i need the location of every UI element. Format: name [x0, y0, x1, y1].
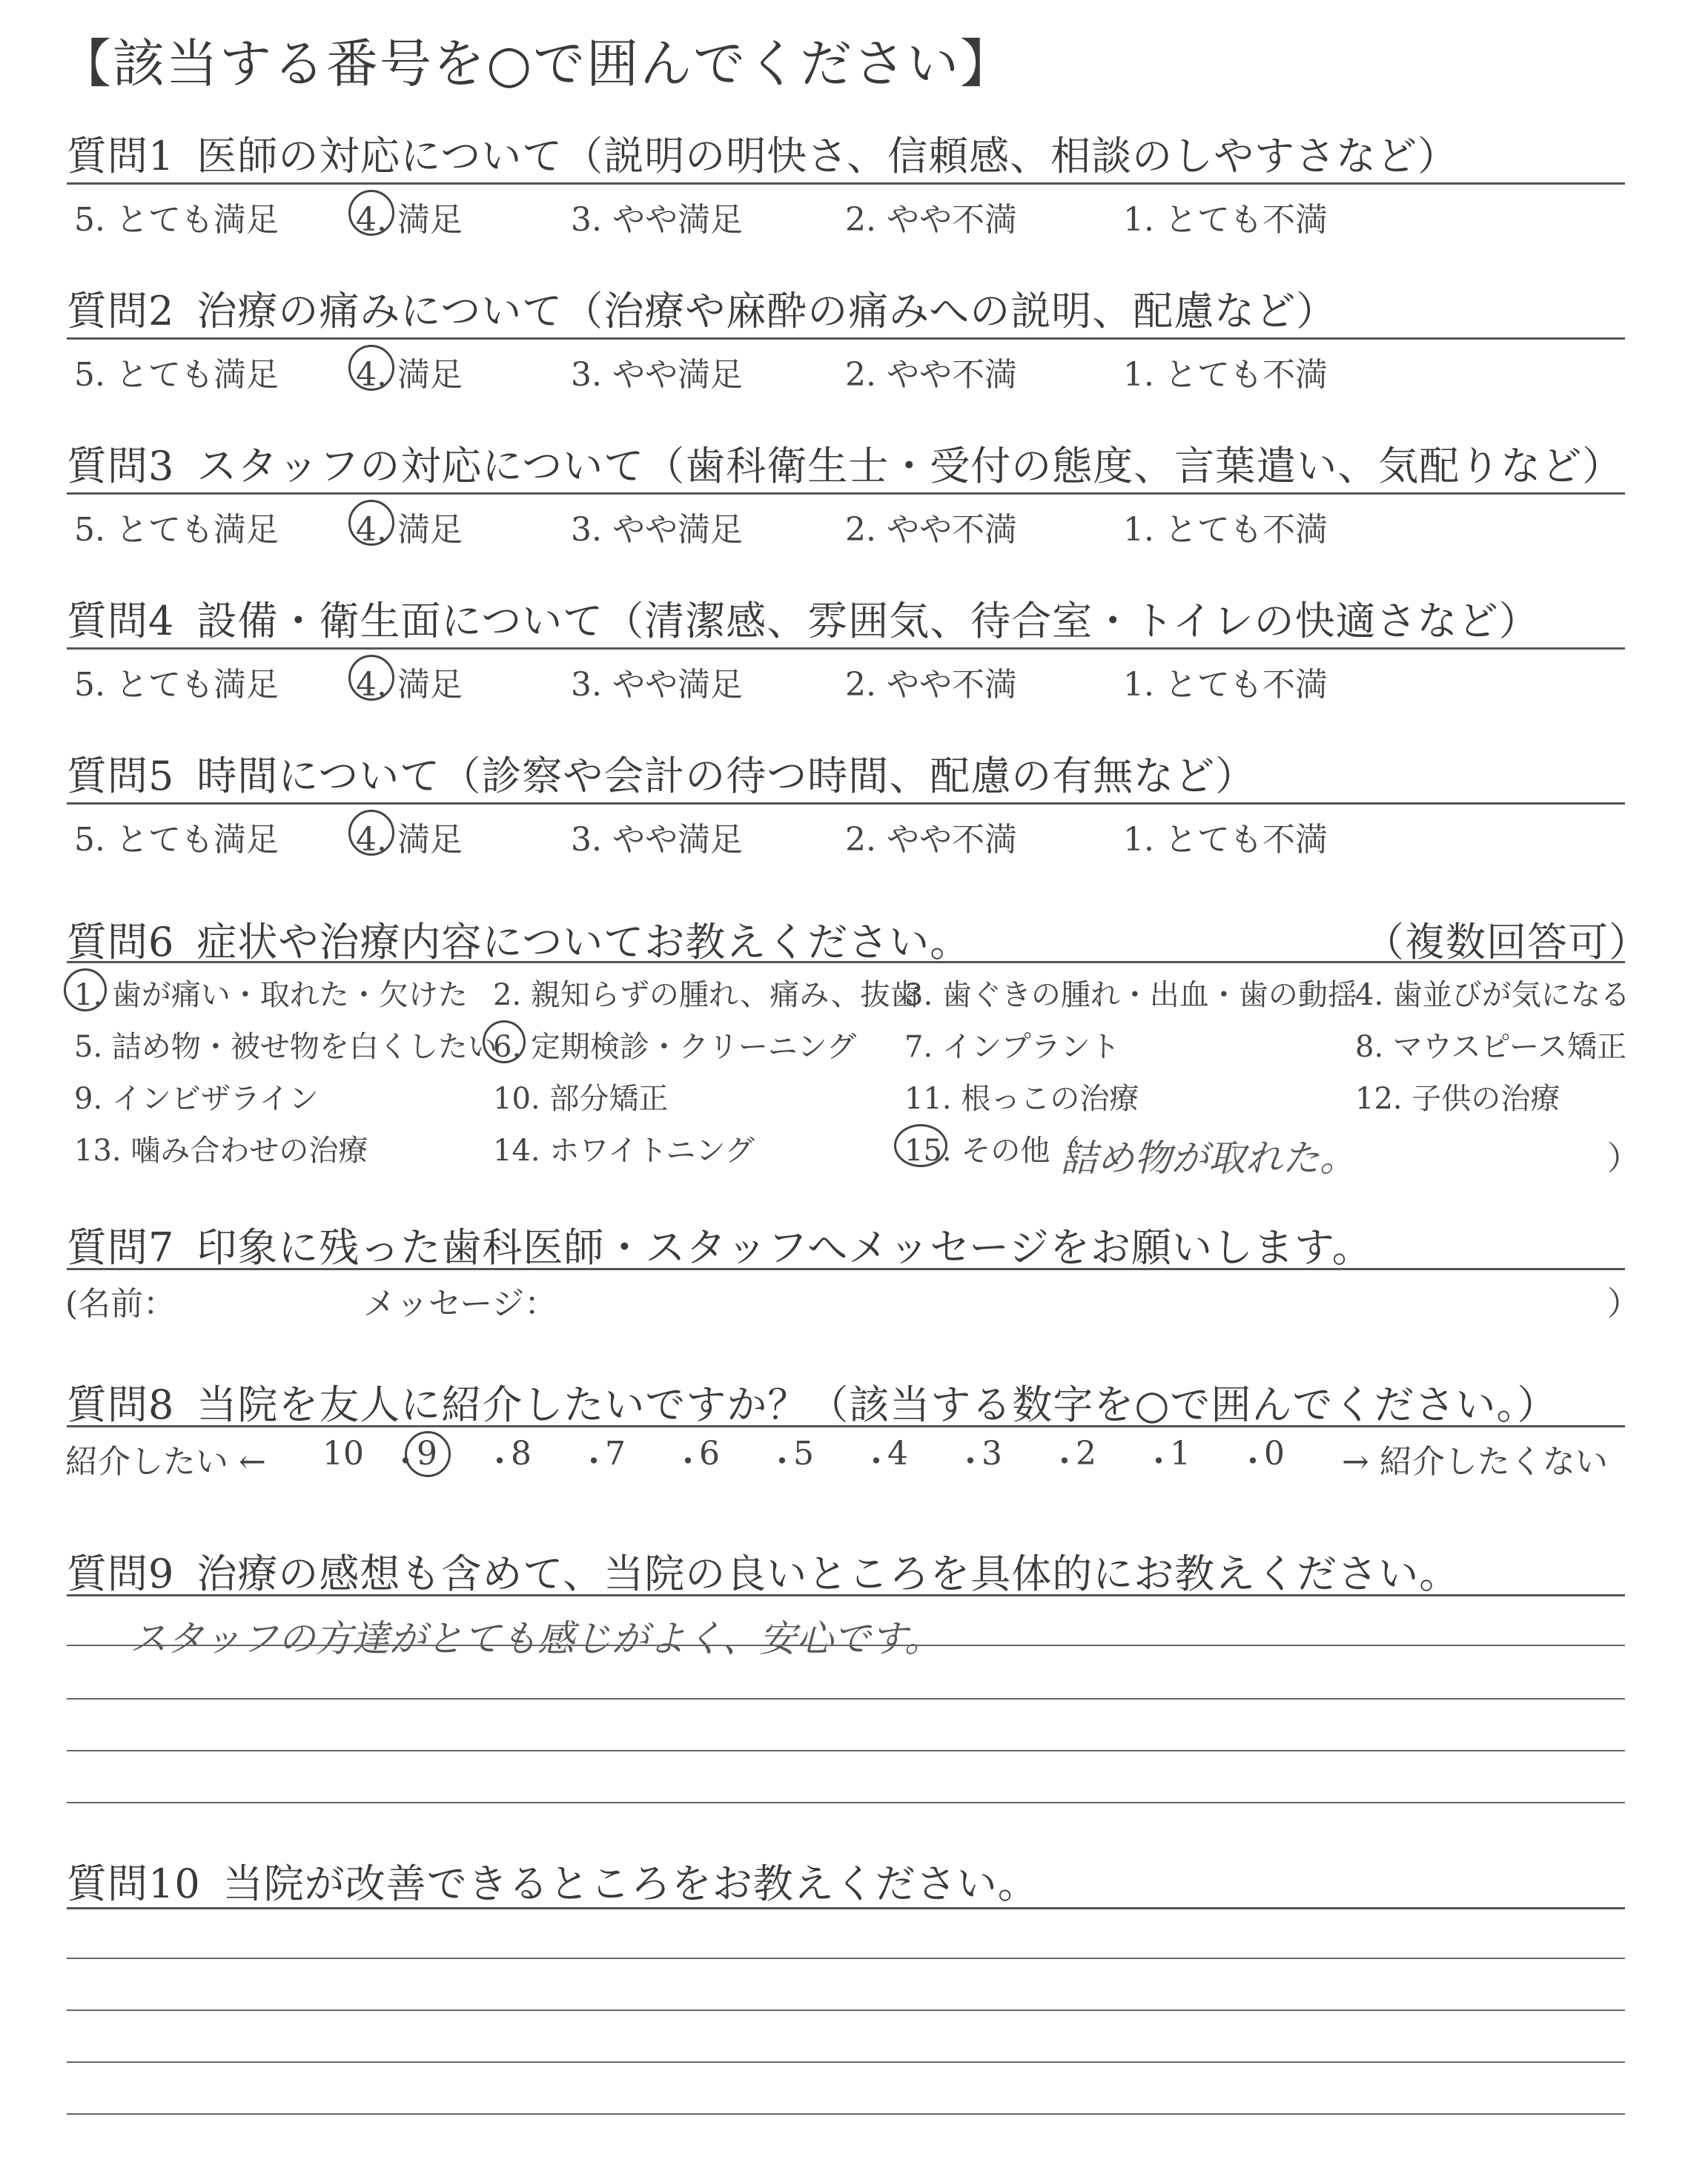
question-label: 質問5 — [67, 753, 175, 799]
satisfaction-option[interactable]: 2. やや不満 — [845, 666, 1017, 704]
q8-left-label: 紹介したい ← — [65, 1443, 266, 1481]
q6-option[interactable]: 13. 噛み合わせの治療 — [74, 1134, 368, 1168]
question-2-title — [67, 280, 1337, 337]
q10-label: 質問10 — [67, 1860, 201, 1907]
q9-title — [67, 1542, 1460, 1599]
q8-scale-dot: ・ — [1237, 1443, 1269, 1481]
q8-scale-value[interactable]: 10 — [322, 1435, 364, 1473]
question-4-title — [67, 589, 1540, 647]
q6-option[interactable]: 8. マウスピース矯正 — [1355, 1030, 1627, 1064]
q7-label: 質問7 — [67, 1224, 175, 1271]
q8-scale-dot: ・ — [483, 1443, 516, 1481]
satisfaction-option[interactable]: 1. とても不満 — [1123, 201, 1328, 239]
q9-line-2 — [67, 1698, 1625, 1700]
q6-rule — [67, 961, 1625, 963]
satisfaction-option[interactable]: 4. 満足 — [356, 511, 463, 549]
q9-line-1 — [67, 1645, 1625, 1646]
selection-circle — [348, 810, 394, 856]
q10-title — [67, 1852, 1039, 1909]
satisfaction-option[interactable]: 4. 満足 — [356, 356, 463, 394]
q10-line-2 — [67, 2009, 1625, 2011]
question-label: 質問2 — [67, 288, 175, 334]
q7-name-label: (名前： — [65, 1285, 176, 1323]
q6-other-handwriting: 詰め物が取れた。 — [1060, 1137, 1357, 1180]
satisfaction-option[interactable]: 5. とても満足 — [74, 511, 279, 549]
q10-line-1 — [67, 1958, 1625, 1959]
q6-option[interactable]: 6. 定期検診・クリーニング — [493, 1030, 857, 1064]
q8-rule — [67, 1425, 1625, 1427]
q6-option[interactable]: 12. 子供の治療 — [1355, 1082, 1560, 1116]
q6-option[interactable]: 14. ホワイトニング — [493, 1134, 755, 1168]
q8-scale-value[interactable]: 7 — [605, 1435, 626, 1473]
q8-scale-dot: ・ — [860, 1443, 893, 1481]
q6-option[interactable]: 1. 歯が痛い・取れた・欠けた — [74, 978, 468, 1012]
satisfaction-option[interactable]: 2. やや不満 — [845, 201, 1017, 239]
q6-text: 症状や治療内容についてお教えください。 — [196, 919, 971, 965]
q8-scale-dot: ・ — [954, 1443, 987, 1481]
q6-option[interactable]: 7. インプラント — [904, 1030, 1120, 1064]
q6-close-paren: ） — [1607, 1140, 1640, 1178]
q8-scale-value[interactable]: 6 — [699, 1435, 720, 1473]
q8-scale-value[interactable]: 5 — [793, 1435, 814, 1473]
satisfaction-option[interactable]: 3. やや満足 — [571, 821, 743, 859]
satisfaction-option[interactable]: 5. とても満足 — [74, 201, 279, 239]
q10-rule — [67, 1907, 1625, 1909]
q8-scale-value[interactable]: 3 — [982, 1435, 1002, 1473]
satisfaction-option[interactable]: 3. やや満足 — [571, 356, 743, 394]
q8-scale-dot: ・ — [1048, 1443, 1081, 1481]
q6-option[interactable]: 4. 歯並びが気になる — [1355, 978, 1630, 1012]
q6-selection-circle — [483, 1020, 526, 1063]
q8-title — [67, 1373, 1558, 1430]
satisfaction-option[interactable]: 2. やや不満 — [845, 511, 1017, 549]
question-text: 時間について（診察や会計の待つ時間、配慮の有無など） — [196, 753, 1257, 799]
q6-selection-circle — [64, 968, 107, 1011]
question-label: 質問3 — [67, 443, 175, 489]
question-5-title — [67, 744, 1256, 802]
q9-label: 質問9 — [67, 1550, 175, 1597]
satisfaction-option[interactable]: 1. とても不満 — [1123, 511, 1328, 549]
q6-option[interactable]: 10. 部分矯正 — [493, 1082, 669, 1116]
question-text: スタッフの対応について（歯科衛生士・受付の態度、言葉遣い、気配りなど） — [196, 443, 1623, 489]
selection-circle — [348, 500, 394, 546]
q6-option[interactable]: 11. 根っこの治療 — [904, 1082, 1139, 1116]
satisfaction-option[interactable]: 1. とても不満 — [1123, 666, 1328, 704]
q8-scale-value[interactable]: 0 — [1264, 1435, 1285, 1473]
q10-text: 当院が改善できるところをお教えください。 — [222, 1860, 1039, 1907]
q8-scale-dot: ・ — [1142, 1443, 1175, 1481]
q6-label: 質問6 — [67, 919, 175, 965]
q10-line-4 — [67, 2113, 1625, 2115]
q7-message-label: メッセージ： — [363, 1285, 557, 1323]
satisfaction-option[interactable]: 1. とても不満 — [1123, 356, 1328, 394]
q6-option[interactable]: 2. 親知らずの腫れ、痛み、抜歯 — [493, 978, 920, 1012]
q8-scale-value[interactable]: 4 — [887, 1435, 908, 1473]
question-rule — [67, 182, 1625, 185]
q6-option[interactable]: 5. 詰め物・被せ物を白くしたい — [74, 1030, 497, 1064]
selection-circle — [348, 655, 394, 701]
satisfaction-option[interactable]: 5. とても満足 — [74, 666, 279, 704]
q7-rule — [67, 1268, 1625, 1270]
question-3-title — [67, 435, 1623, 492]
q6-option[interactable]: 9. インビザライン — [74, 1082, 319, 1116]
satisfaction-option[interactable]: 1. とても不満 — [1123, 821, 1328, 859]
q10-line-3 — [67, 2061, 1625, 2063]
selection-circle — [348, 345, 394, 391]
q8-scale-value[interactable]: 9 — [417, 1435, 437, 1473]
question-label: 質問4 — [67, 598, 175, 644]
satisfaction-option[interactable]: 3. やや満足 — [571, 201, 743, 239]
question-1-title — [67, 125, 1458, 182]
q8-selection-circle — [405, 1431, 451, 1477]
q8-scale-value[interactable]: 8 — [511, 1435, 532, 1473]
question-rule — [67, 647, 1625, 650]
q6-title — [67, 911, 970, 968]
q8-text: 当院を友人に紹介したいですか？（該当する数字を○で囲んでください。） — [196, 1381, 1558, 1428]
q7-title — [67, 1216, 1373, 1273]
q9-answer-handwriting: スタッフの方達がとても感じがよく、安心です。 — [130, 1617, 941, 1660]
q6-selection-circle — [894, 1124, 947, 1167]
satisfaction-option[interactable]: 4. 満足 — [356, 666, 463, 704]
question-label: 質問1 — [67, 133, 175, 179]
q9-line-3 — [67, 1750, 1625, 1751]
question-rule — [67, 492, 1625, 495]
selection-circle — [348, 190, 394, 236]
satisfaction-option[interactable]: 2. やや不満 — [845, 821, 1017, 859]
question-text: 設備・衛生面について（清潔感、雰囲気、待合室・トイレの快適さなど） — [196, 598, 1540, 644]
q8-scale-dot: ・ — [389, 1443, 422, 1481]
satisfaction-option[interactable]: 3. やや満足 — [571, 511, 743, 549]
q8-scale-dot: ・ — [577, 1443, 610, 1481]
satisfaction-option[interactable]: 2. やや不満 — [845, 356, 1017, 394]
satisfaction-option[interactable]: 5. とても満足 — [74, 821, 279, 859]
question-text: 医師の対応について（説明の明快さ、信頼感、相談のしやすさなど） — [196, 133, 1459, 179]
satisfaction-option[interactable]: 3. やや満足 — [571, 666, 743, 704]
question-text: 治療の痛みについて（治療や麻酔の痛みへの説明、配慮など） — [196, 288, 1337, 334]
q8-scale-value[interactable]: 1 — [1170, 1435, 1191, 1473]
q9-rule — [67, 1594, 1625, 1596]
satisfaction-option[interactable]: 4. 満足 — [356, 821, 463, 859]
q7-close-paren: ） — [1607, 1285, 1640, 1323]
q6-option[interactable]: 3. 歯ぐきの腫れ・出血・歯の動揺 — [904, 978, 1357, 1012]
q8-right-label: → 紹介したくない — [1342, 1443, 1608, 1481]
q8-scale-dot: ・ — [766, 1443, 798, 1481]
form-header: 【該当する番号を○で囲んでください】 — [59, 33, 1014, 94]
q8-label: 質問8 — [67, 1381, 175, 1428]
q7-text: 印象に残った歯科医師・スタッフへメッセージをお願いします。 — [196, 1224, 1373, 1271]
satisfaction-option[interactable]: 5. とても満足 — [74, 356, 279, 394]
q8-scale-value[interactable]: 2 — [1076, 1435, 1096, 1473]
q9-text: 治療の感想も含めて、当院の良いところを具体的にお教えください。 — [196, 1550, 1460, 1597]
q6-note: （複数回答可） — [1364, 919, 1649, 965]
satisfaction-option[interactable]: 4. 満足 — [356, 201, 463, 239]
question-rule — [67, 337, 1625, 340]
q6-option[interactable]: 15. その他（ — [904, 1134, 1080, 1168]
q9-line-4 — [67, 1802, 1625, 1803]
q8-scale-dot: ・ — [672, 1443, 704, 1481]
question-rule — [67, 802, 1625, 805]
